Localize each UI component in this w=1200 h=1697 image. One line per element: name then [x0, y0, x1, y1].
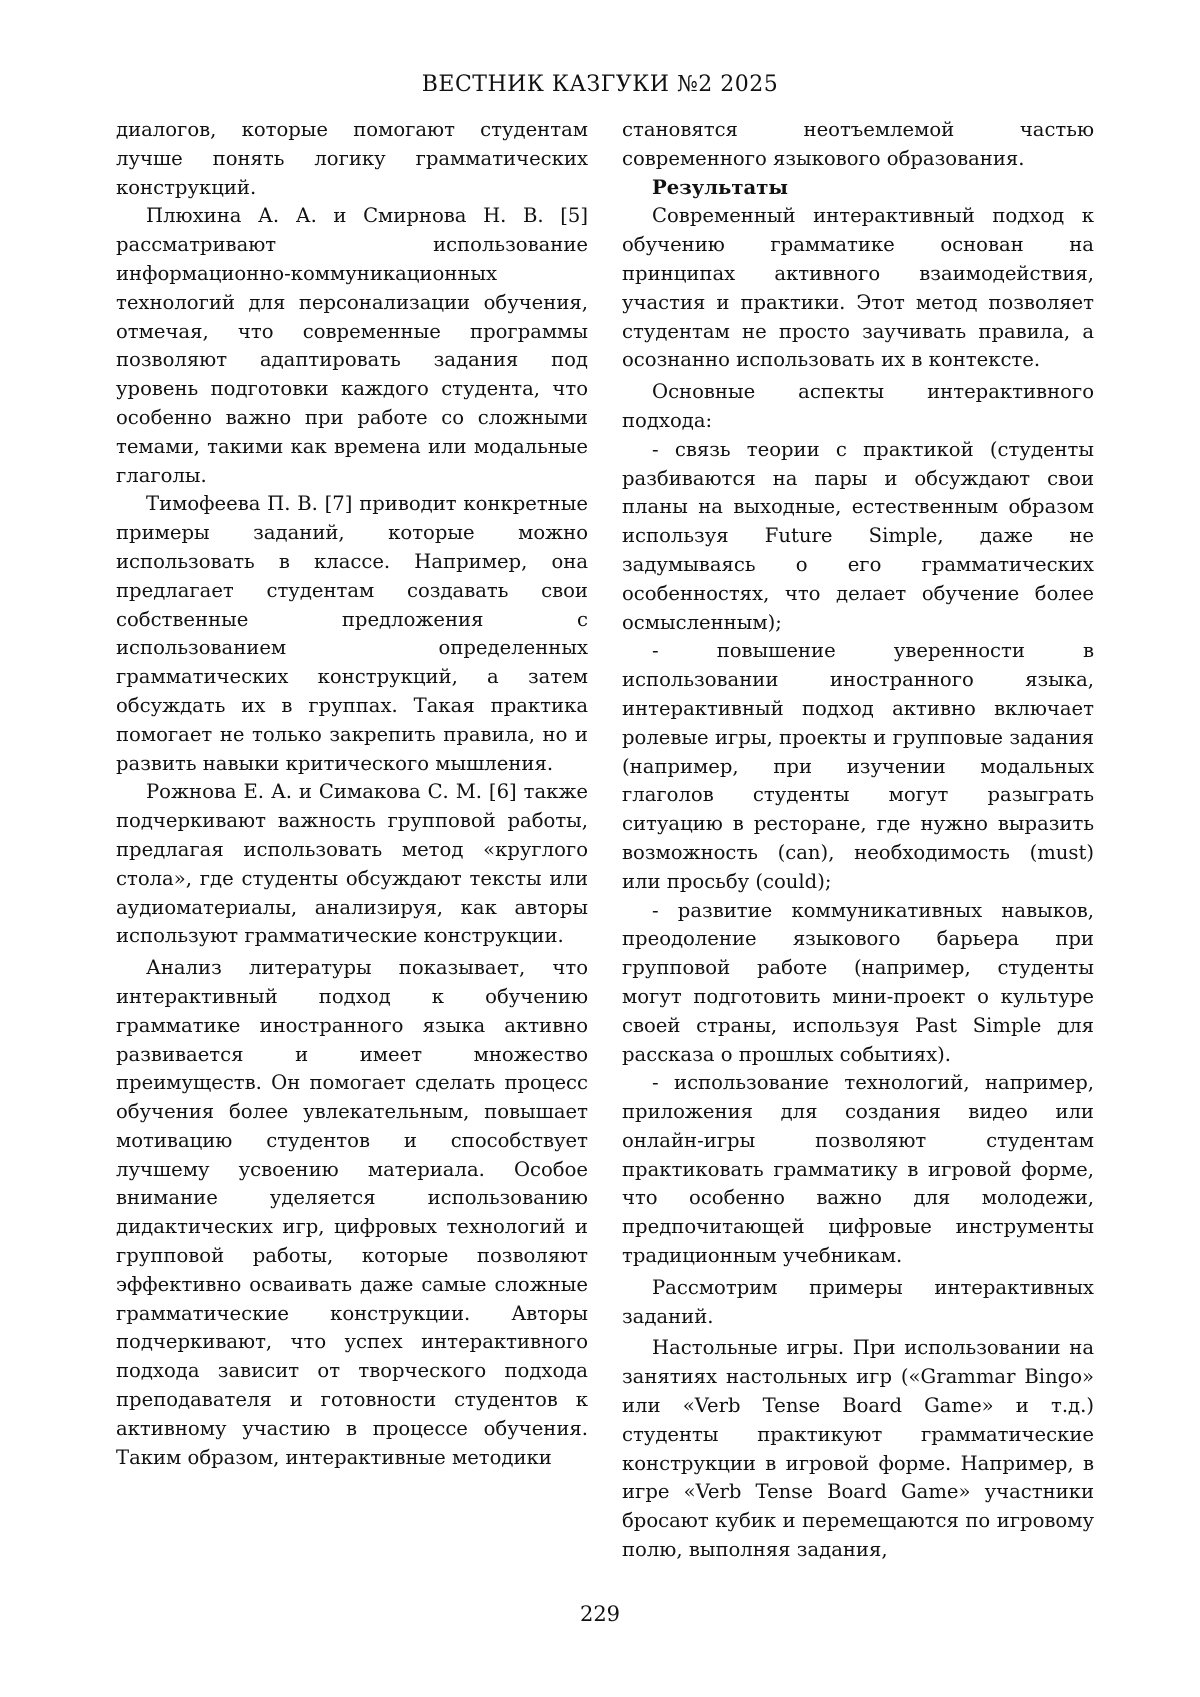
list-item: - связь теории с практикой (студенты разбиваются на пары и обсуждают свои планы на выходные, естественным образом используя Future Simple, даже не задумываясь о его грамматических особенностях, что делает обучение более осмысленным); — [622, 437, 1094, 634]
paragraph: Анализ литературы показывает, что интерактивный подход к обучению грамматике иностранного языка активно развивается и имеет множество преимуществ. Он помогает сделать процесс обучения более увлекательным, повышает мотивацию студентов и способствует лучшему усвоению материала. Особое внимание уделяется использованию дидактических игр, цифровых технологий и групповой работы, которые позволяют эффективно осваивать даже самые сложные грамматические конструкции. Авторы подчеркивают, что успех интерактивного подхода зависит от творческого подхода преподавателя и готовности студентов к активному участию в процессе обучения. Таким образом, интерактивные методики — [116, 956, 588, 1469]
list-item: - развитие коммуникативных навыков, преодоление языкового барьера при групповой работе (например, студенты могут подготовить мини-проект о культуре своей страны, используя Past Simple для рассказа о прошлых событиях). — [622, 898, 1094, 1066]
paragraph: Рассмотрим примеры интерактивных заданий. — [622, 1275, 1094, 1328]
paragraph-continuation: становятся неотъемлемой частью современного языкового образования. — [622, 118, 1094, 170]
paragraph: Тимофеева П. В. [7] приводит конкретные примеры заданий, которые можно использовать в классе. Например, она предлагает студентам создавать свои собственные предложения с использованием определенных грамматических конструкций, а затем обсуждать их в группах. Такая практика помогает не только закрепить правила, но и развить навыки критического мышления. — [116, 492, 588, 775]
right-column — [622, 116, 1094, 1565]
left-column — [116, 116, 588, 1565]
list-item: - повышение уверенности в использовании иностранного языка, интерактивный подход активно включает ролевые игры, проекты и групповые задания (например, при изучении модальных глаголов студенты могут разыграть ситуацию в ресторане, где нужно выразить возможность (can), необходимость (must) или просьбу (could); — [622, 639, 1094, 893]
paragraph: Современный интерактивный подход к обучению грамматике основан на принципах активного взаимодействия, участия и практики. Этот метод позволяет студентам не просто заучивать правила, а осознанно использовать их в контексте. — [622, 204, 1094, 372]
section-heading-results: Результаты — [652, 175, 788, 199]
paragraph: Основные аспекты интерактивного подхода: — [622, 380, 1094, 432]
paragraph: Рожнова Е. А. и Симакова С. М. [6] также подчеркивают важность групповой работы, предлагая использовать метод «круглого стола», где студенты обсуждают тексты или аудиоматериалы, анализируя, как авторы используют грамматические конструкции. — [116, 780, 588, 948]
page-number: 229 — [579, 1602, 621, 1626]
paragraph: Плюхина А. А. и Смирнова Н. В. [5] рассматривают использование информационно-коммуникационных технологий для персонализации обучения, отмечая, что современные программы позволяют адаптировать задания под уровень подготовки каждого студента, что особенно важно при работе со сложными темами, такими как времена или модальные глаголы. — [116, 204, 588, 487]
list-item: - использование технологий, например, приложения для создания видео или онлайн-игры позволяют студентам практиковать грамматику в игровой форме, что особенно важно для молодежи, предпочитающей цифровые инструменты традиционным учебникам. — [622, 1071, 1094, 1268]
two-column-body — [116, 116, 1094, 1565]
paragraph-continuation: диалогов, которые помогают студентам лучше понять логику грамматических конструкций. — [116, 118, 588, 199]
running-header: ВЕСТНИК КАЗГУКИ №2 2025 — [421, 72, 779, 97]
paragraph: Настольные игры. При использовании на занятиях настольных игр («Grammar Bingo» или «Verb Tense Board Game» и т.д.) студенты практикуют грамматические конструкции в игровой форме. Например, в игре «Verb Tense Board Game» участники бросают кубик и перемещаются по игровому полю, выполняя задания, — [622, 1336, 1094, 1562]
